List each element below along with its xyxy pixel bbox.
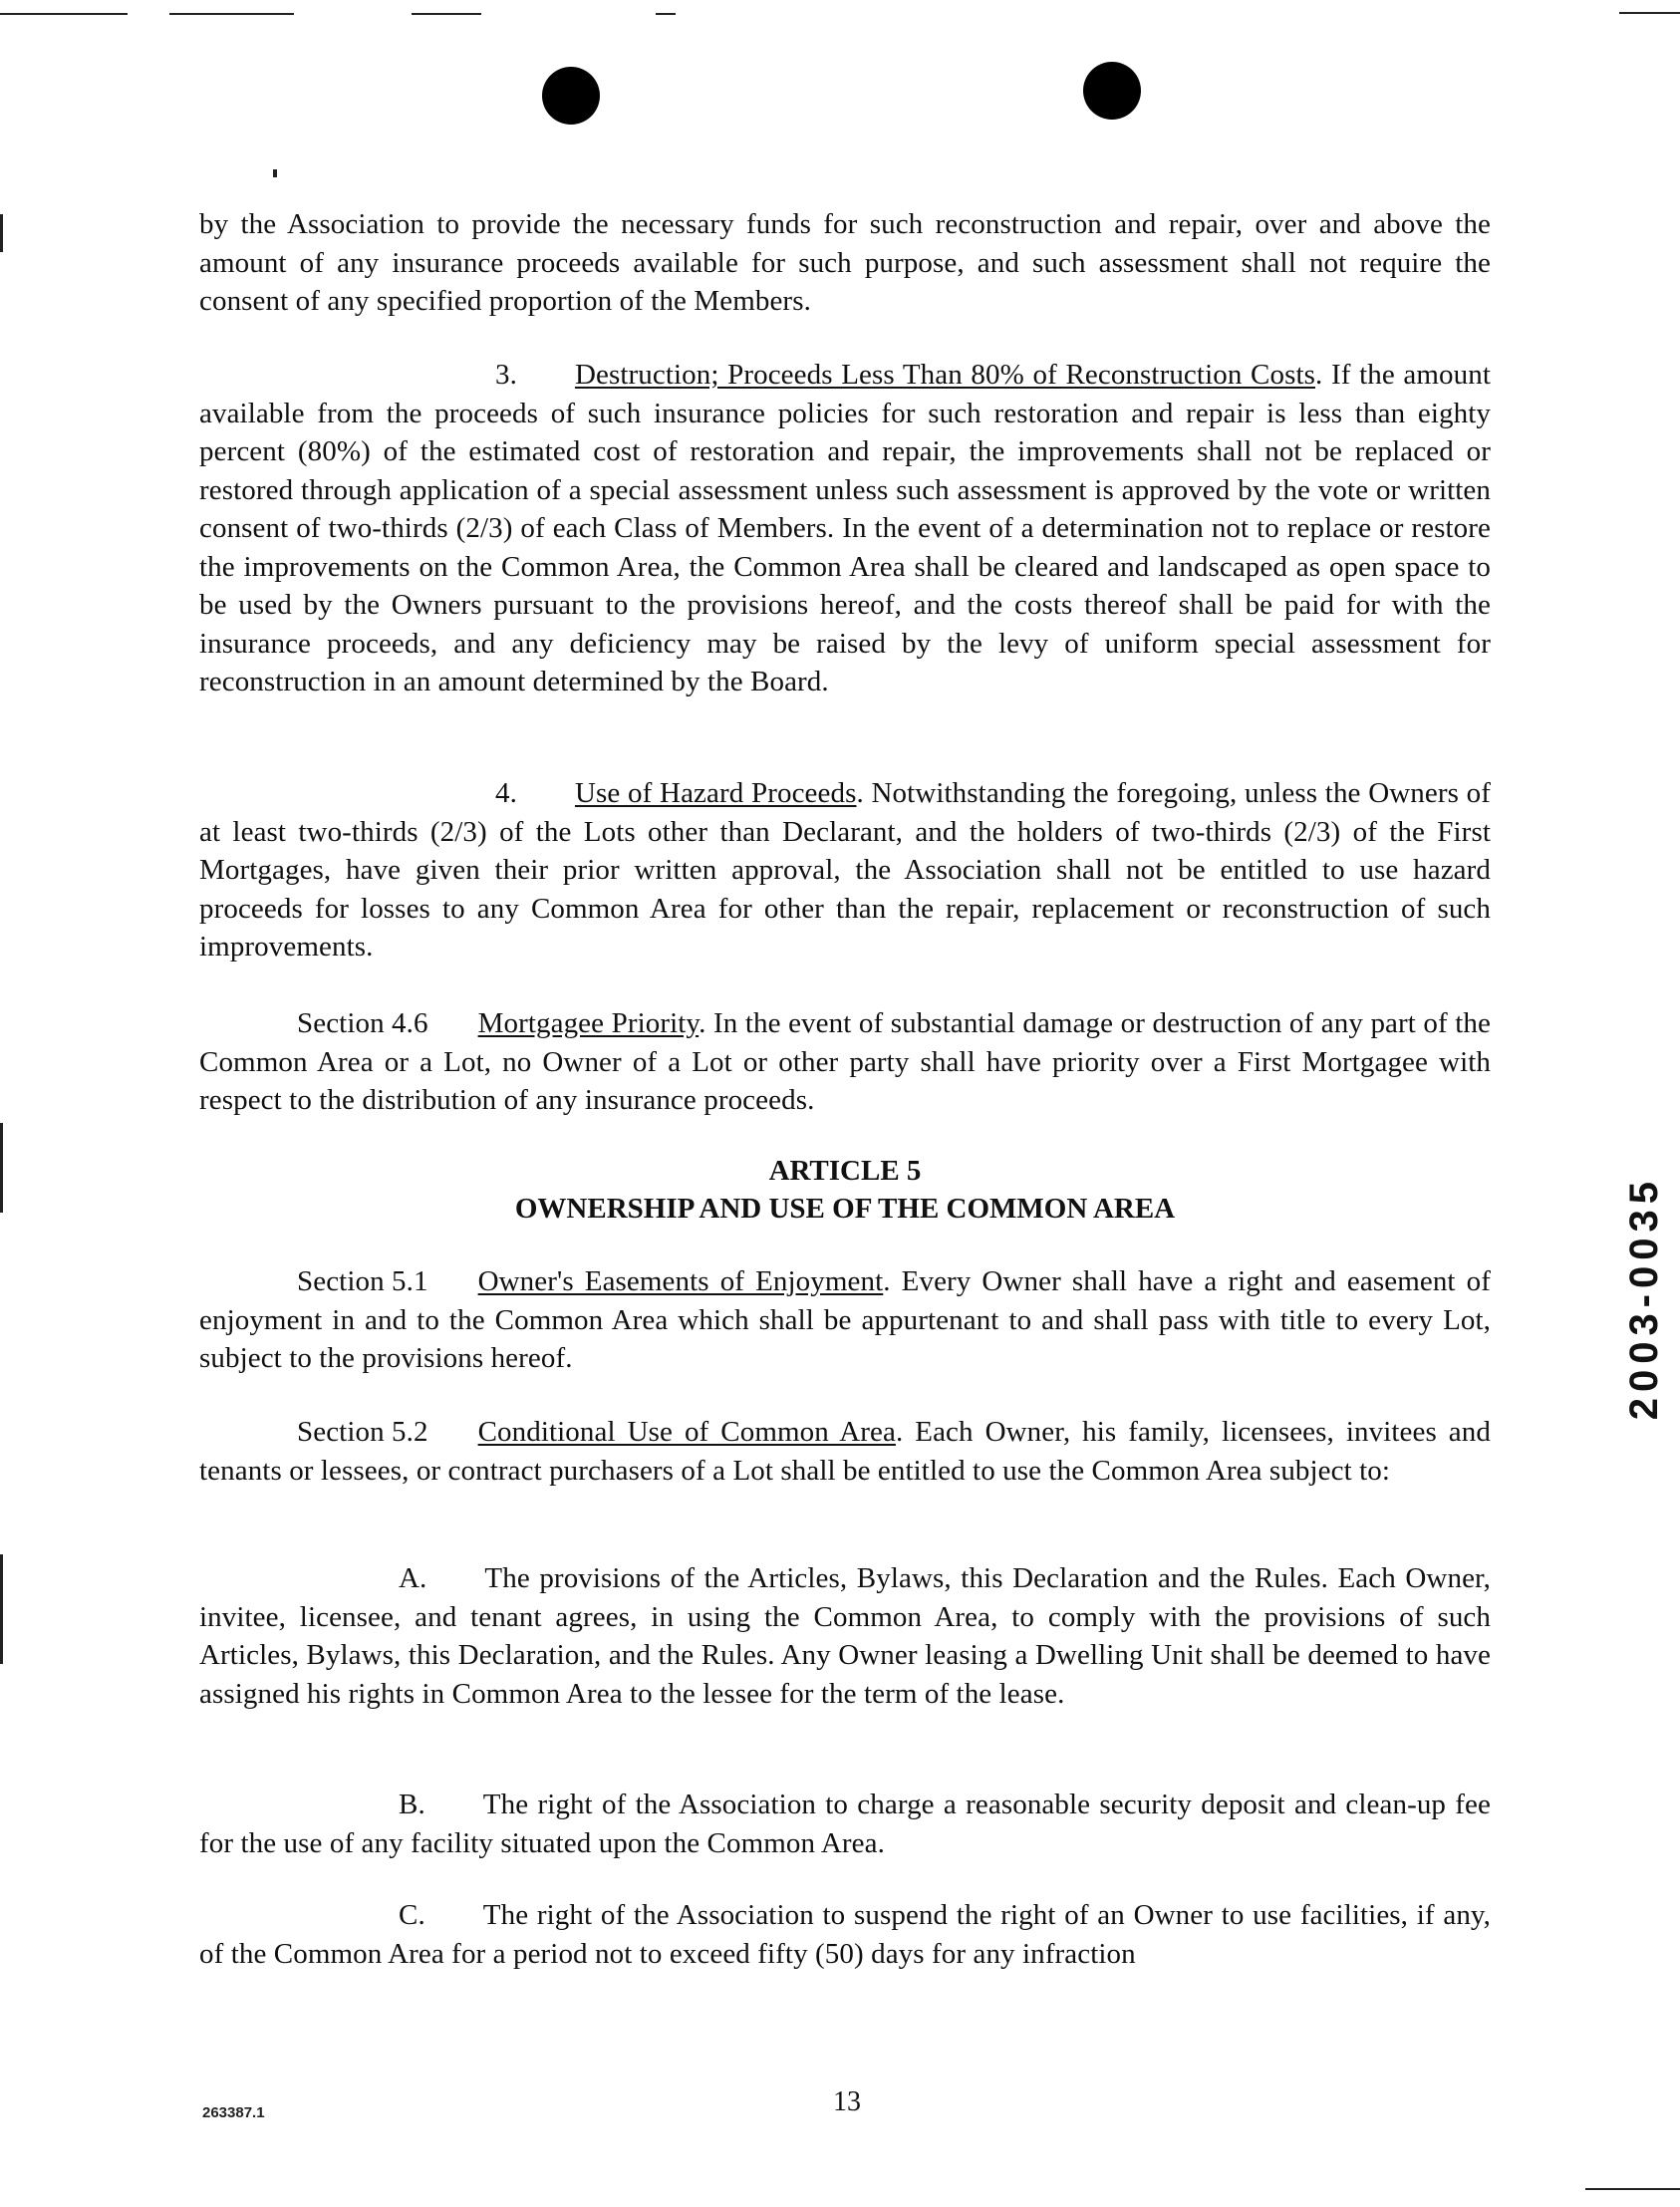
document-id: 263387.1	[202, 2104, 265, 2121]
article-title: OWNERSHIP AND USE OF THE COMMON AREA	[514, 1193, 1176, 1225]
section-heading: Owner's Easements of Enjoyment	[477, 1265, 884, 1297]
punch-hole-right	[1083, 62, 1141, 120]
section-body: Each Owner, his family, licensees, invitees and tenants or lessees, or contract purchasers of a Lot shall be entitled to use the Common Area subject to:	[199, 1416, 1491, 1487]
subsection-3: 3. Destruction; Proceeds Less Than 80% of Reconstruction Costs. If the amount available from the proceeds of such insurance policies for such restoration and repair is less than eighty percent (80%) of the estimated cost of restoration and repair, the improvements shall not be replaced or restored through application of a special assessment unless such assessment is approved by the vote or written consent of two-thirds (2/3) of each Class of Members. In the event of a determination not to replace or restore the improvements on the Common Area, the Common Area shall be cleared and landscaped as open space to be used by the Owners pursuant to the provisions hereof, and the costs thereof shall be paid for with the insurance proceeds, and any deficiency may be raised by the levy of uniform special assessment for reconstruction in an amount determined by the Board.	[199, 356, 1491, 701]
right-edge-mark	[1585, 2188, 1680, 2190]
top-rule-4	[656, 13, 676, 15]
margin-speck	[273, 169, 277, 177]
item-letter: A.	[399, 1562, 427, 1594]
section-5-1: Section 5.1 Owner's Easements of Enjoyment. Every Owner shall have a right and easement of enjoyment in and to the Common Area which shall be appurtenant to and shall pass with title to every Lot, subject to the provisions hereof.	[199, 1262, 1491, 1378]
recording-number-stamp: 2003-0035	[1622, 1176, 1666, 1421]
subsection-4: 4. Use of Hazard Proceeds. Notwithstanding the foregoing, unless the Owners of at least two-thirds (2/3) of the Lots other than Declarant, and the holders of two-thirds (2/3) of the First Mortgages, have given their prior written approval, the Association shall not be entitled to use hazard proceeds for losses to any Common Area for other than the repair, replacement or reconstruction of such improvements.	[199, 774, 1491, 966]
left-edge-mark	[0, 214, 3, 252]
article-number: ARTICLE 5	[768, 1155, 922, 1187]
top-rule-2	[169, 13, 294, 15]
item-letter: C.	[399, 1899, 425, 1931]
subsection-body: Notwithstanding the foregoing, unless the Owners of at least two-thirds (2/3) of the Lots other than Declarant, and the holders of two-thirds (2/3) of the First Mortgages, have given their prior written approval, the Association shall not be entitled to use hazard proceeds for losses to any Common Area for other than the repair, replacement or reconstruction of such improvements.	[199, 777, 1492, 963]
section-body: In the event of substantial damage or destruction of any part of the Common Area or a Lot, no Owner of a Lot or other party shall have priority over a First Mortgagee with respect to the distribution of any insurance proceeds.	[199, 1007, 1492, 1116]
paragraph-text: by the Association to provide the necessary funds for such reconstruction and repair, over and above the amount of any insurance proceeds available for such purpose, and such assessment shall not require the consent of any specified proportion of the Members.	[199, 208, 1491, 317]
subsection-body: If the amount available from the proceeds of such insurance policies for such restoration and repair is less than eighty percent (80%) of the estimated cost of restoration and repair, the improvements shall not be replaced or restored through application of a special assessment unless such assessment is approved by the vote or written consent of two-thirds (2/3) of each Class of Members. In the event of a determination not to replace or restore the improvements on the Common Area, the Common Area shall be cleared and landscaped as open space to be used by the Owners pursuant to the provisions hereof, and the costs thereof shall be paid for with the insurance proceeds, and any deficiency may be raised by the levy of uniform special assessment for reconstruction in an amount determined by the Board.	[199, 359, 1491, 697]
section-number: Section 5.2	[297, 1416, 428, 1448]
top-rule-3	[412, 13, 481, 15]
section-body: Every Owner shall have a right and easement of enjoyment in and to the Common Area which shall be appurtenant to and shall pass with title to every Lot, subject to the provisions hereof.	[199, 1265, 1491, 1374]
section-number: Section 4.6	[297, 1007, 428, 1039]
item-c	[199, 1896, 1491, 1973]
item-b	[199, 1786, 1491, 1862]
left-edge-mark	[0, 1123, 3, 1213]
punch-hole-left	[542, 67, 600, 125]
subsection-heading: Destruction; Proceeds Less Than 80% of Reconstruction Costs	[574, 359, 1315, 391]
subsection-number: 4.	[495, 777, 517, 809]
item-body: The right of the Association to suspend the right of an Owner to use facilities, if any, of the Common Area for a period not to exceed fifty (50) days for any infraction	[199, 1899, 1491, 1970]
page-number: 13	[833, 2086, 861, 2117]
subsection-heading: Use of Hazard Proceeds	[574, 777, 857, 809]
section-4-6: Section 4.6 Mortgagee Priority. In the event of substantial damage or destruction of any part of the Common Area or a Lot, no Owner of a Lot or other party shall have priority over a First Mortgagee with respect to the distribution of any insurance proceeds.	[199, 1004, 1491, 1120]
subsection-number: 3.	[495, 359, 517, 391]
article-heading	[199, 1152, 1491, 1228]
section-number: Section 5.1	[297, 1265, 428, 1297]
section-5-2: Section 5.2 Conditional Use of Common Area. Each Owner, his family, licensees, invitees and tenants or lessees, or contract purchasers of a Lot shall be entitled to use the Common Area subject to:	[199, 1413, 1491, 1490]
item-letter: B.	[399, 1789, 425, 1820]
top-rule-5	[1619, 12, 1680, 14]
item-a	[199, 1559, 1491, 1713]
item-body: The provisions of the Articles, Bylaws, this Declaration and the Rules. Each Owner, invitee, licensee, and tenant agrees, in using the Common Area, to comply with the provisions of such Articles, Bylaws, this Declaration, and the Rules. Any Owner leasing a Dwelling Unit shall be deemed to have assigned his rights in Common Area to the lessee for the term of the lease.	[199, 1562, 1491, 1710]
section-heading: Mortgagee Priority	[477, 1007, 700, 1039]
left-edge-mark	[0, 1554, 3, 1664]
item-body: The right of the Association to charge a reasonable security deposit and clean-up fee for the use of any facility situated upon the Common Area.	[199, 1789, 1491, 1859]
top-rule-1	[0, 13, 128, 15]
section-heading: Conditional Use of Common Area	[477, 1416, 896, 1448]
paragraph-continuation	[199, 205, 1491, 321]
